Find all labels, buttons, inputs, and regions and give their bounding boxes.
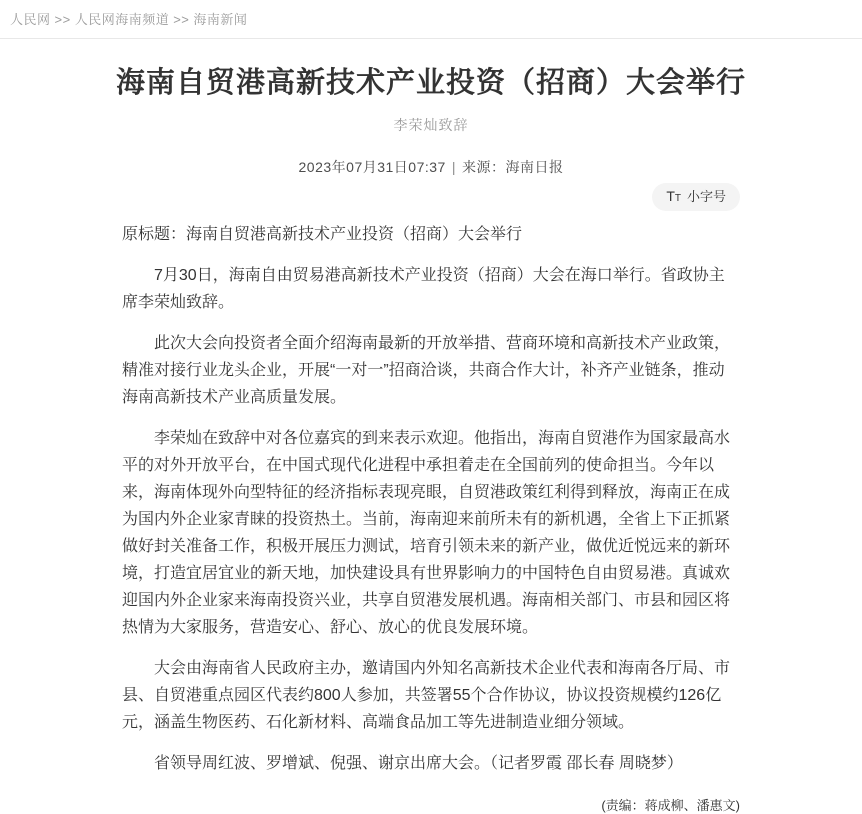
font-size-button-label: 小字号 — [686, 188, 726, 204]
article-toolbar — [122, 183, 740, 209]
article-body — [122, 221, 740, 777]
article-title: 海南自贸港高新技术产业投资（招商）大会举行 — [115, 67, 746, 99]
publish-datetime: 2023年07月31日07:37 — [298, 158, 446, 175]
breadcrumb-separator: >> — [173, 12, 190, 27]
meta-separator: | — [451, 158, 456, 175]
article-subtitle: 李荣灿致辞 — [393, 116, 469, 133]
breadcrumb — [0, 0, 862, 38]
article-meta — [0, 157, 862, 177]
article-paragraph: 省领导周红波、罗增斌、倪强、谢京出席大会。（记者罗霞 邵长春 周晓梦） — [154, 754, 683, 772]
editor-credit: (责编：蒋成柳、潘惠文) — [601, 797, 740, 813]
source-label: 来源： — [461, 158, 506, 175]
article-header — [0, 39, 862, 177]
article-paragraph: 李荣灿在致辞中对各位嘉宾的到来表示欢迎。他指出，海南自贸港作为国家最高水平的对外开放平台，在中国式现代化进程中承担着走在全国前列的使命担当。今年以来，海南体现外向型特征的经济指标表现亮眼，自贸港政策红利得到释放，海南正在成为国内外企业家青睐的投资热土。当前，海南迎来前所未有的新机遇，全省上下正抓紧做好封关准备工作，积极开展压力测试，培育引领未来的新产业，做优近悦远来的新环境，打造宜居宜业的新天地，加快建设具有世界影响力的中国特色自由贸易港。真诚欢迎国内外企业家来海南投资兴业，共享自贸港发展机遇。海南相关部门、市县和园区将热情为大家服务，营造安心、舒心、放心的优良发展环境。 — [122, 429, 731, 636]
article-paragraph: 此次大会向投资者全面介绍海南最新的开放举措、营商环境和高新技术产业政策，精准对接行业龙头企业，开展“一对一”招商洽谈，共商合作大计，补齐产业链条，推动海南高新技术产业高质量发展。 — [122, 334, 731, 406]
font-size-icon: TT — [666, 187, 681, 204]
breadcrumb-link-peoples-daily[interactable]: 人民网 — [10, 12, 51, 27]
original-title-line: 原标题：海南自贸港高新技术产业投资（招商）大会举行 — [122, 225, 523, 243]
breadcrumb-link-hainan-news[interactable]: 海南新闻 — [193, 12, 248, 27]
breadcrumb-link-hainan-channel[interactable]: 人民网海南频道 — [74, 12, 170, 27]
article-paragraph: 大会由海南省人民政府主办，邀请国内外知名高新技术企业代表和海南各厅局、市县、自贸港重点园区代表约800人参加，共签署55个合作协议，协议投资规模约126亿元，涵盖生物医药、石化新材料、高端食品加工等先进制造业细分领域。 — [122, 659, 731, 731]
font-size-button[interactable] — [652, 183, 740, 211]
breadcrumb-separator: >> — [54, 12, 71, 27]
source-name: 海南日报 — [505, 158, 564, 175]
paragraph-list — [122, 262, 740, 777]
article-paragraph: 7月30日，海南自由贸易港高新技术产业投资（招商）大会在海口举行。省政协主席李荣灿致辞。 — [122, 266, 725, 311]
